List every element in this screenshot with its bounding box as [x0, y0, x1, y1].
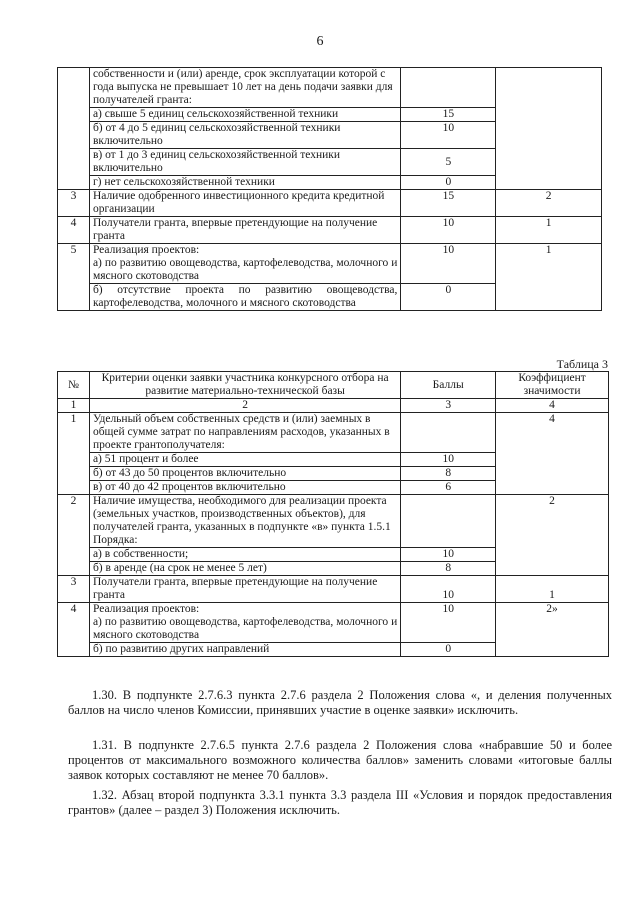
- table-cell: Наличие имущества, необходимого для реализации проекта (земельных участков, производственных объектов), для получателей гранта, указанных в подпункте «в» пункта 1.5.1 Порядка:: [89, 495, 400, 548]
- table-row: [58, 481, 609, 495]
- table-row: [58, 453, 609, 467]
- table-cell: Удельный объем собственных средств и (или) заемных в общей сумме затрат по направлениям расходов, указанных в проекте грантополучателя:: [89, 413, 400, 453]
- table-cell: 2: [89, 399, 400, 413]
- page-number: 6: [316, 34, 324, 49]
- column-header: Коэффициент значимости: [496, 372, 609, 399]
- cell-line: а) по развитию овощеводства, картофелеводства, молочного и мясного скотоводства: [92, 257, 398, 282]
- table-cell: 15: [401, 190, 496, 217]
- table-cell: [496, 467, 609, 481]
- table-cell: 2: [496, 190, 602, 217]
- table-cell: 0: [401, 643, 496, 657]
- table-row: [58, 108, 602, 122]
- table-cell: 1: [496, 244, 602, 284]
- table-cell: [496, 284, 602, 311]
- table-row: [58, 217, 602, 244]
- table-cell: [89, 244, 400, 284]
- table-row: [58, 68, 602, 108]
- table-cell: [496, 176, 602, 190]
- table-cell: 4: [58, 217, 90, 244]
- table-cell: 10: [401, 217, 496, 244]
- table-cell: [58, 481, 90, 495]
- table-header-row: [58, 372, 609, 399]
- table-cell: [496, 149, 602, 176]
- table-cell: 2»: [496, 603, 609, 643]
- table-cell: 3: [401, 399, 496, 413]
- table-cell: 10: [401, 576, 496, 603]
- table-row: [58, 122, 602, 149]
- table-cell: [401, 495, 496, 548]
- paragraph-1-32: 1.32. Абзац второй подпункта 3.3.1 пункта 3.3 раздела III «Условия и порядок предоставления грантов» (далее – раздел 3) Положения исключить.: [68, 788, 612, 817]
- table-row: [58, 548, 609, 562]
- table-cell: [58, 562, 90, 576]
- table-row: [58, 413, 609, 453]
- table-cell: [58, 467, 90, 481]
- table-cell: б) от 4 до 5 единиц сельскохозяйственной техники включительно: [89, 122, 400, 149]
- table-cell: 5: [401, 149, 496, 176]
- table-row: [58, 643, 609, 657]
- table-row: [58, 495, 609, 548]
- table-cell: [496, 643, 609, 657]
- table-cell: 8: [401, 467, 496, 481]
- table-cell: [58, 108, 90, 122]
- table-cell: [89, 603, 400, 643]
- table-row: [58, 576, 609, 603]
- table-row: [58, 149, 602, 176]
- table-cell: [58, 284, 90, 311]
- table-row: [58, 603, 609, 643]
- table-cell: в) от 1 до 3 единиц сельскохозяйственной техники включительно: [89, 149, 400, 176]
- table-cell: [496, 548, 609, 562]
- table-cell: [58, 68, 90, 108]
- table-cell: 10: [401, 244, 496, 284]
- table-cell: б) от 43 до 50 процентов включительно: [89, 467, 400, 481]
- table-cell: Получатели гранта, впервые претендующие на получение гранта: [89, 217, 400, 244]
- table-caption: Таблица 3: [556, 357, 608, 371]
- table-cell: [58, 176, 90, 190]
- table-cell: 4: [496, 399, 609, 413]
- table-row: [58, 190, 602, 217]
- column-header: Баллы: [401, 372, 496, 399]
- paragraph-1-31: 1.31. В подпункте 2.7.6.5 пункта 2.7.6 раздела 2 Положения слова «набравшие 50 и более процентов от максимального возможного количества баллов» заменить словами «итоговые баллы заявок которых составляют не менее 70 баллов».: [68, 738, 612, 782]
- table-index-row: [58, 399, 609, 413]
- table-cell: 1: [58, 399, 90, 413]
- table-cell: 2: [496, 495, 609, 548]
- table-cell: [496, 68, 602, 108]
- table-cell: 0: [401, 176, 496, 190]
- table-cell: [496, 108, 602, 122]
- table-cell: 1: [58, 413, 90, 453]
- table-cell: 2: [58, 495, 90, 548]
- table-cell: 10: [401, 603, 496, 643]
- table-cell: [58, 122, 90, 149]
- table-cell: а) в собственности;: [89, 548, 400, 562]
- table-row: [58, 284, 602, 311]
- table-cell: [496, 481, 609, 495]
- table-cell: [58, 643, 90, 657]
- table-cell: Получатели гранта, впервые претендующие на получение гранта: [89, 576, 400, 603]
- table-cell: б) по развитию других направлений: [89, 643, 400, 657]
- table-row: [58, 244, 602, 284]
- table-cell: 3: [58, 190, 90, 217]
- table-row: [58, 176, 602, 190]
- table-cell: 8: [401, 562, 496, 576]
- table-cell: 3: [58, 576, 90, 603]
- table-cell: [496, 562, 609, 576]
- table-cell: г) нет сельскохозяйственной техники: [89, 176, 400, 190]
- table-cell: б) в аренде (на срок не менее 5 лет): [89, 562, 400, 576]
- table-cell: 1: [496, 576, 609, 603]
- table-cell: 0: [401, 284, 496, 311]
- table-cell: б) отсутствие проекта по развитию овощеводства, картофелеводства, молочного и мясного скотоводства: [89, 284, 400, 311]
- table-cell: [58, 548, 90, 562]
- table-cell: 10: [401, 453, 496, 467]
- column-header: Критерии оценки заявки участника конкурсного отбора на развитие материально-технической базы: [89, 372, 400, 399]
- table-cell: 1: [496, 217, 602, 244]
- table-cell: [401, 68, 496, 108]
- table-cell: 5: [58, 244, 90, 284]
- table-cell: [496, 122, 602, 149]
- table-cell: 10: [401, 548, 496, 562]
- table-row: [58, 467, 609, 481]
- column-header: №: [58, 372, 90, 399]
- cell-line: Реализация проектов:: [92, 244, 200, 256]
- table-cell: [58, 453, 90, 467]
- criteria-table-continuation: [57, 67, 602, 311]
- table-cell: собственности и (или) аренде, срок эксплуатации которой с года выпуска не превышает 10 лет на день подачи заявки для получателей гранта:: [89, 68, 400, 108]
- table-cell: Наличие одобренного инвестиционного кредита кредитной организации: [89, 190, 400, 217]
- table-cell: 4: [496, 413, 609, 453]
- table-row: [58, 562, 609, 576]
- table-cell: 4: [58, 603, 90, 643]
- table-cell: 6: [401, 481, 496, 495]
- table-cell: а) 51 процент и более: [89, 453, 400, 467]
- table-cell: в) от 40 до 42 процентов включительно: [89, 481, 400, 495]
- table-cell: [496, 453, 609, 467]
- table-cell: 15: [401, 108, 496, 122]
- table-cell: [58, 149, 90, 176]
- table-cell: 10: [401, 122, 496, 149]
- cell-line: а) по развитию овощеводства, картофелеводства, молочного и мясного скотоводства: [92, 616, 398, 641]
- table-cell: [401, 413, 496, 453]
- criteria-table-3: [57, 371, 609, 657]
- paragraph-1-30: 1.30. В подпункте 2.7.6.3 пункта 2.7.6 раздела 2 Положения слова «, и деления полученных баллов на число членов Комиссии, принявших участие в оценке заявки» исключить.: [68, 688, 612, 717]
- cell-line: Реализация проектов:: [92, 603, 200, 615]
- table-cell: а) свыше 5 единиц сельскохозяйственной техники: [89, 108, 400, 122]
